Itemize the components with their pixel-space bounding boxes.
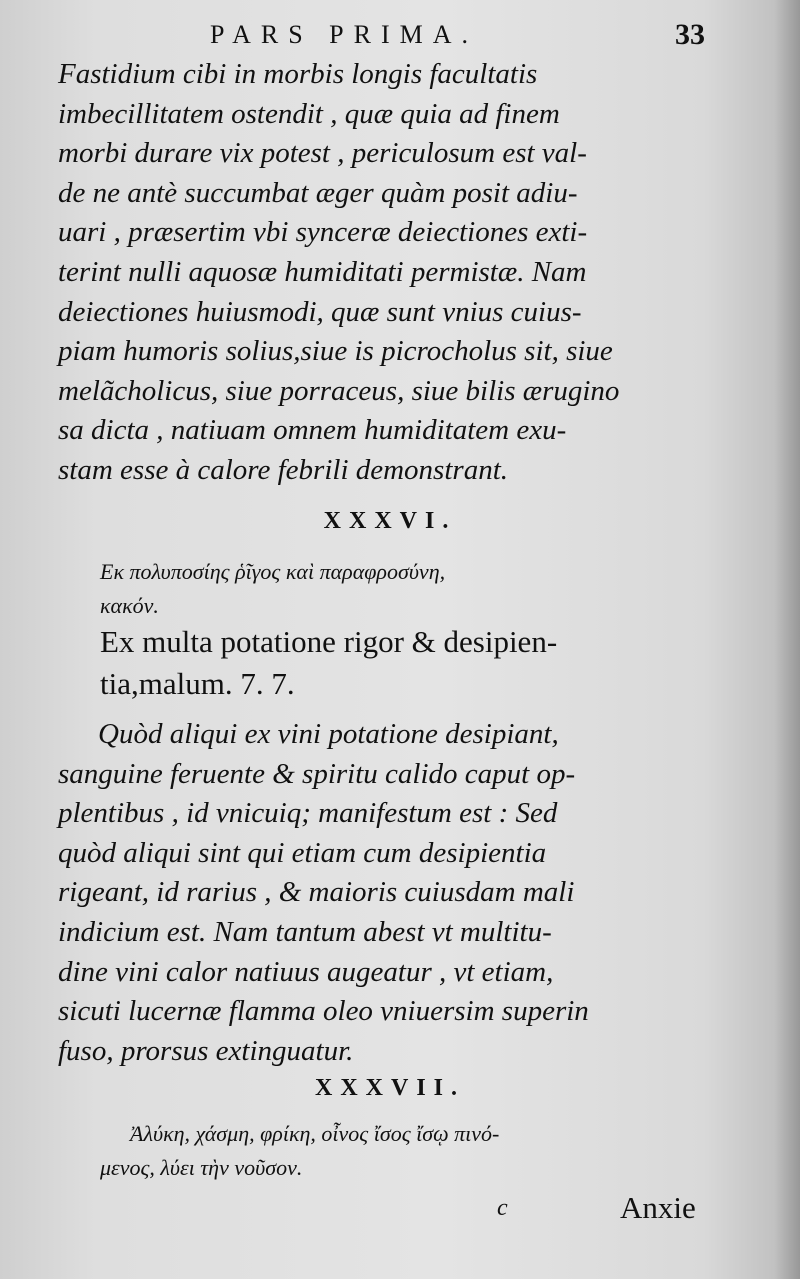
text-line: piam humoris solius,siue is picrocholus sit, siue — [58, 335, 613, 368]
page-number: 33 — [675, 18, 705, 51]
commentary-paragraph-2 — [58, 715, 713, 1071]
greek-aphorism-37 — [100, 1117, 720, 1185]
text-line: sanguine feruente & spiritu calido caput op- — [58, 757, 576, 790]
text-line: dine vini calor natiuus augeatur , vt etiam, — [58, 955, 554, 988]
page-header — [0, 18, 800, 54]
text-line: imbecillitatem ostendit , quæ quia ad finem — [58, 97, 560, 130]
greek-line: Εκ πολυποσίης ῥῖγος καὶ παραφροσύνη, — [100, 559, 446, 584]
text-line: melãcholicus, siue porraceus, siue bilis ærugino — [58, 374, 620, 407]
text-line: sa dicta , natiuam omnem humiditatem exu- — [58, 414, 567, 447]
signature-mark: c — [497, 1195, 508, 1221]
text-line: Fastidium cibi in morbis longis facultatis — [58, 58, 538, 90]
text-line: plentibus , id vnicuiq; manifestum est : Sed — [58, 797, 558, 830]
text-line: indicium est. Nam tantum abest vt multitu- — [58, 915, 552, 948]
running-head: PARS PRIMA. — [210, 20, 479, 49]
text-line: deiectiones huiusmodi, quæ sunt vnius cuius- — [58, 295, 582, 328]
text-line: stam esse à calore febrili demonstrant. — [58, 453, 508, 486]
text-line: sicuti lucernæ flamma oleo vniuersim superin — [58, 995, 589, 1028]
text-line: terint nulli aquosæ humiditati permistæ. Nam — [58, 255, 587, 288]
text-line: de ne antè succumbat æger quàm posit adiu- — [58, 176, 578, 209]
greek-line: Ἀλύκη, χάσμη, φρίκη, οἶνος ἴσος ἴσῳ πινό- — [130, 1121, 500, 1146]
greek-line: μενος, λύει τὴν νοῦσον. — [100, 1155, 303, 1180]
commentary-paragraph-1 — [58, 55, 713, 491]
aphorism-number-36: XXXVI. — [323, 508, 457, 534]
greek-aphorism-36 — [100, 555, 720, 623]
text-line: morbi durare vix potest , periculosum est val- — [58, 137, 587, 170]
aphorism-number-37: XXXVII. — [314, 1075, 465, 1101]
text-line: rigeant, id rarius , & maioris cuiusdam mali — [58, 876, 575, 909]
text-line: Quòd aliqui ex vini potatione desipiant, — [98, 718, 559, 750]
latin-line: Ex multa potatione rigor & desipien- — [100, 624, 558, 659]
text-line: quòd aliqui sint qui etiam cum desipientia — [58, 836, 547, 869]
text-line: uari , præsertim vbi synceræ deiectiones exti- — [58, 216, 588, 249]
greek-line: κακόν. — [100, 593, 159, 618]
latin-line: tia,malum. 7. 7. — [100, 666, 295, 701]
text-line: fuso, prorsus extinguatur. — [58, 1034, 354, 1067]
latin-aphorism-36 — [100, 621, 720, 705]
catchword: Anxie — [620, 1190, 696, 1225]
